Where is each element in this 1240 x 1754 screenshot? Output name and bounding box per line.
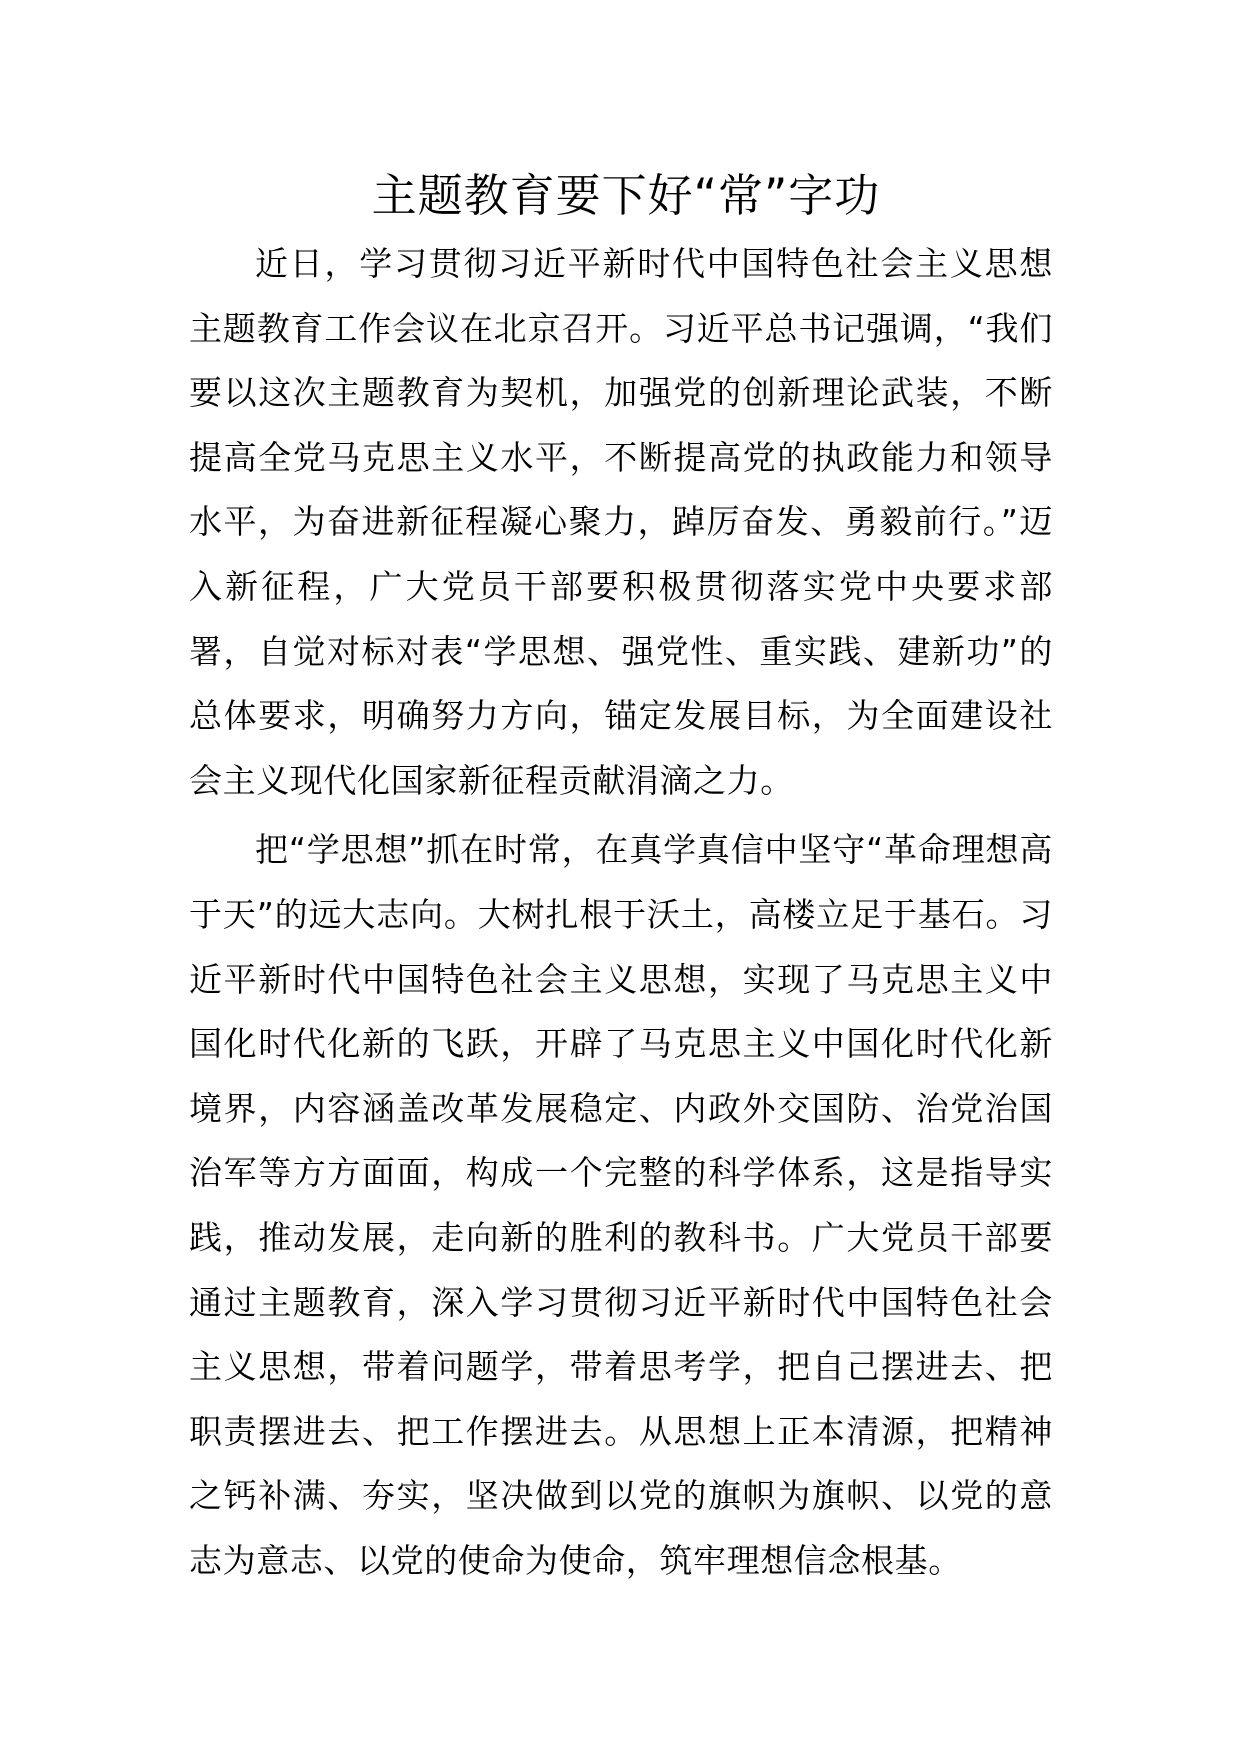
paragraph-1: 近日，学习贯彻习近平新时代中国特色社会主义思想主题教育工作会议在北京召开。习近平总书记强调，“我们要以这次主题教育为契机，加强党的创新理论武装，不断提高全党马克思主义水平，不断提高党的执政能力和领导水平，为奋进新征程凝心聚力，踔厉奋发、勇毅前行。”迈入新征程，广大党员干部要积极贯彻落实党中央要求部署，自觉对标对表“学思想、强党性、重实践、建新功”的总体要求，明确努力方向，锚定发展目标，为全面建设社会主义现代化国家新征程贡献涓滴之力。 xyxy=(189,244,1053,800)
document-body xyxy=(189,160,1053,1593)
document-title: 主题教育要下好“常”字功 xyxy=(371,169,881,222)
paragraph-2: 把“学思想”抓在时常，在真学真信中坚守“革命理想高于天”的远大志向。大树扎根于沃土，高楼立足于基石。习近平新时代中国特色社会主义思想，实现了马克思主义中国化时代化新的飞跃，开辟了马克思主义中国化时代化新境界，内容涵盖改革发展稳定、内政外交国防、治党治国治军等方方面面，构成一个完整的科学体系，这是指导实践，推动发展，走向新的胜利的教科书。广大党员干部要通过主题教育，深入学习贯彻习近平新时代中国特色社会主义思想，带着问题学，带着思考学，把自己摆进去、把职责摆进去、把工作摆进去。从思想上正本清源，把精神之钙补满、夯实，坚决做到以党的旗帜为旗帜、以党的意志为意志、以党的使命为使命，筑牢理想信念根基。 xyxy=(189,830,1053,1580)
